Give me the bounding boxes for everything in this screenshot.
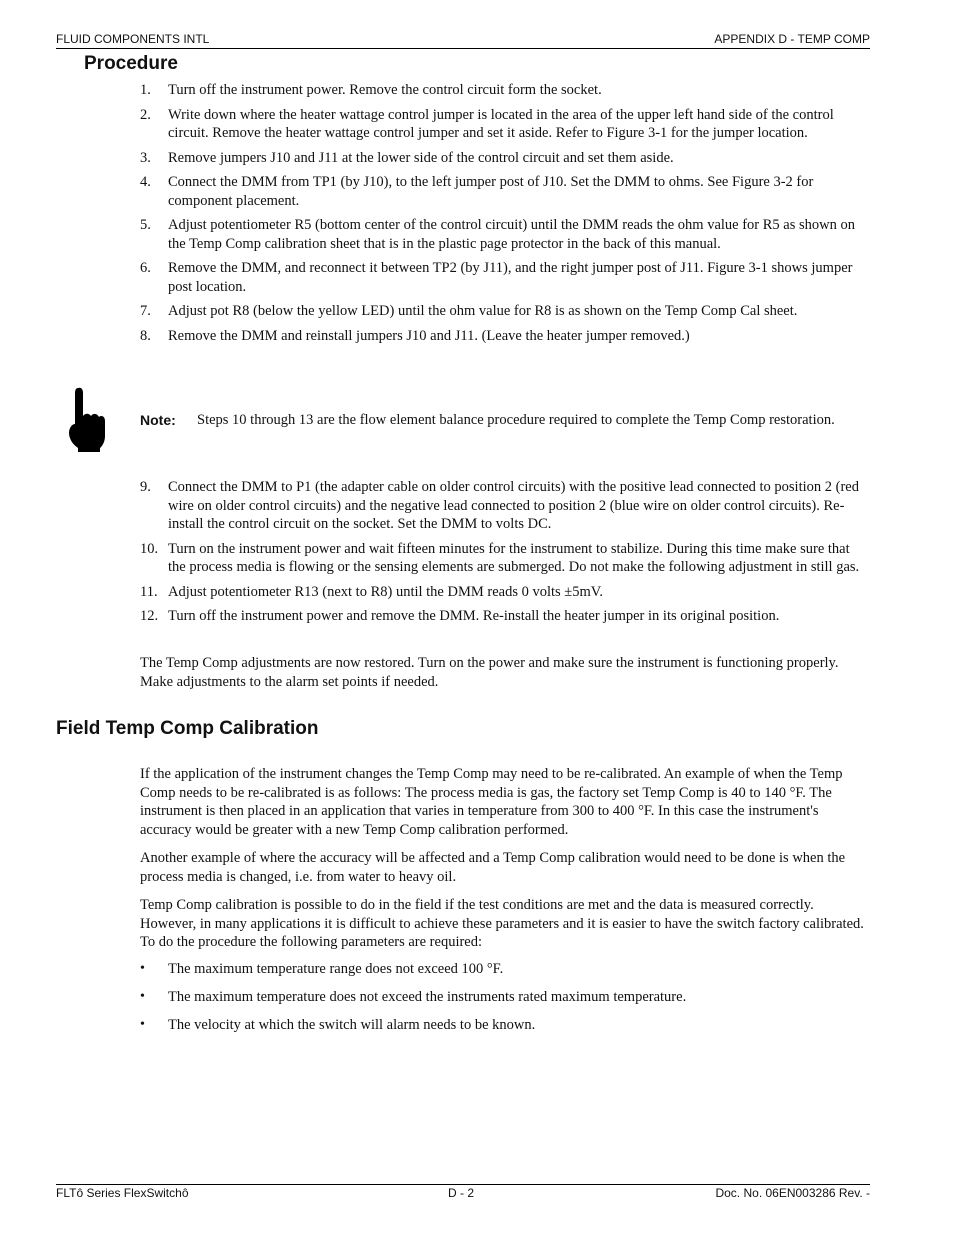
field-calibration-heading: Field Temp Comp Calibration xyxy=(56,718,319,739)
footer-page-number: D - 2 xyxy=(448,1186,475,1200)
step-number: 5. xyxy=(140,217,151,233)
page-footer xyxy=(56,1184,870,1203)
step-number: 6. xyxy=(140,260,151,276)
bullet-icon: • xyxy=(140,961,145,976)
procedure-steps-list-a xyxy=(140,81,870,351)
bullet-text: The maximum temperature does not exceed the instruments rated maximum temperature. xyxy=(168,989,687,1005)
field-paragraph-3: Temp Comp calibration is possible to do in the field if the test conditions are met and the data is measured correctly. However, in many applications it is difficult to achieve these parameters and it is easier to have the switch factory calibrated. To do the procedure the following parameters are required: xyxy=(140,897,864,950)
step-number: 8. xyxy=(140,327,151,344)
list-item xyxy=(140,173,870,210)
step-text: Remove the DMM, and reconnect it between TP2 (by J11), and the right jumper post of J11. Figure 3-1 shows jumper post location. xyxy=(168,260,853,295)
header-right: APPENDIX D - TEMP COMP xyxy=(714,32,870,46)
step-text: Write down where the heater wattage control jumper is located in the area of the upper left hand side of the control circuit. Remove the heater wattage control jumper and set it aside. Refer to Figure 3-1 for the jumper location. xyxy=(168,106,834,141)
step-number: 10. xyxy=(140,540,159,557)
list-item xyxy=(140,149,870,168)
procedure-closing-paragraph: The Temp Comp adjustments are now restored. Turn on the power and make sure the instrument is functioning properly. Make adjustments to the alarm set points if needed. xyxy=(140,655,839,690)
field-paragraph-2: Another example of where the accuracy will be affected and a Temp Comp calibration would need to be done is when the process media is changed, i.e. from water to heavy oil. xyxy=(140,850,846,885)
header-left: FLUID COMPONENTS INTL xyxy=(56,32,210,46)
list-item xyxy=(140,327,870,346)
footer-right: Doc. No. 06EN003286 Rev. - xyxy=(715,1186,870,1200)
list-item xyxy=(140,960,870,979)
step-number: 7. xyxy=(140,303,151,319)
step-text: Remove jumpers J10 and J11 at the lower side of the control circuit and set them aside. xyxy=(168,149,674,166)
pointing-hand-icon xyxy=(64,386,108,454)
procedure-steps-list-b xyxy=(140,478,870,632)
list-item xyxy=(140,1016,870,1035)
list-item xyxy=(140,106,870,143)
step-number: 2. xyxy=(140,106,151,123)
list-item xyxy=(140,81,870,100)
list-item xyxy=(140,607,870,626)
note-label: Note: xyxy=(140,412,176,428)
step-text: Adjust potentiometer R5 (bottom center of the control circuit) until the DMM reads the ohm value for R5 as shown on the Temp Comp calibration sheet that is in the plastic page protector in the back of this manual. xyxy=(168,217,855,252)
bullet-text: The velocity at which the switch will alarm needs to be known. xyxy=(168,1017,536,1033)
footer-left: FLTô Series FlexSwitchô xyxy=(56,1186,189,1200)
step-text: Remove the DMM and reinstall jumpers J10 and J11. (Leave the heater jumper removed.) xyxy=(168,327,690,344)
step-number: 3. xyxy=(140,149,151,166)
step-number: 1. xyxy=(140,82,151,98)
requirements-list xyxy=(140,960,870,1044)
step-text: Turn off the instrument power and remove the DMM. Re-install the heater jumper in its original position. xyxy=(168,608,780,624)
step-text: Connect the DMM to P1 (the adapter cable on older control circuits) with the positive lead connected to position 2 (red wire on older control circuits) and the negative lead connected to position 2 (blue wire on older control circuits). Re-install the control circuit on the socket. Set the DMM to volts DC. xyxy=(168,479,859,532)
list-item xyxy=(140,988,870,1007)
note-callout xyxy=(140,411,870,430)
step-text: Turn on the instrument power and wait fifteen minutes for the instrument to stabilize. During this time make sure that the process media is flowing or the sensing elements are submerged. Do not make the following adjustment in still gas. xyxy=(168,540,860,575)
list-item xyxy=(140,478,870,534)
step-number: 11. xyxy=(140,583,158,600)
bullet-icon: • xyxy=(140,1017,145,1032)
step-text: Adjust potentiometer R13 (next to R8) until the DMM reads 0 volts ±5mV. xyxy=(168,583,604,600)
bullet-icon: • xyxy=(140,989,145,1004)
step-number: 4. xyxy=(140,174,151,190)
field-paragraph-1: If the application of the instrument changes the Temp Comp may need to be re-calibrated. An example of when the Temp Comp needs to be re-calibrated is as follows: The process media is gas, the factory set Temp Comp is 40 to 140 °F. The instrument is then placed in an application that varies in temperature from 300 to 400 °F. In this case the instrument's accuracy would be greater with a new Temp Comp calibration performed. xyxy=(140,766,843,838)
step-number: 9. xyxy=(140,479,151,495)
step-text: Turn off the instrument power. Remove the control circuit form the socket. xyxy=(168,82,602,98)
note-text: Steps 10 through 13 are the flow element balance procedure required to complete the Temp Comp restoration. xyxy=(197,412,835,428)
list-item xyxy=(140,216,870,253)
procedure-heading: Procedure xyxy=(84,53,178,74)
step-number: 12. xyxy=(140,608,159,624)
list-item xyxy=(140,302,870,321)
step-text: Adjust pot R8 (below the yellow LED) until the ohm value for R8 is as shown on the Temp Comp Cal sheet. xyxy=(168,303,798,319)
list-item xyxy=(140,583,870,602)
list-item xyxy=(140,540,870,577)
step-text: Connect the DMM from TP1 (by J10), to the left jumper post of J10. Set the DMM to ohms. See Figure 3-2 for component placement. xyxy=(168,174,814,209)
page-header xyxy=(56,32,870,49)
list-item xyxy=(140,259,870,296)
bullet-text: The maximum temperature range does not exceed 100 °F. xyxy=(168,961,504,977)
